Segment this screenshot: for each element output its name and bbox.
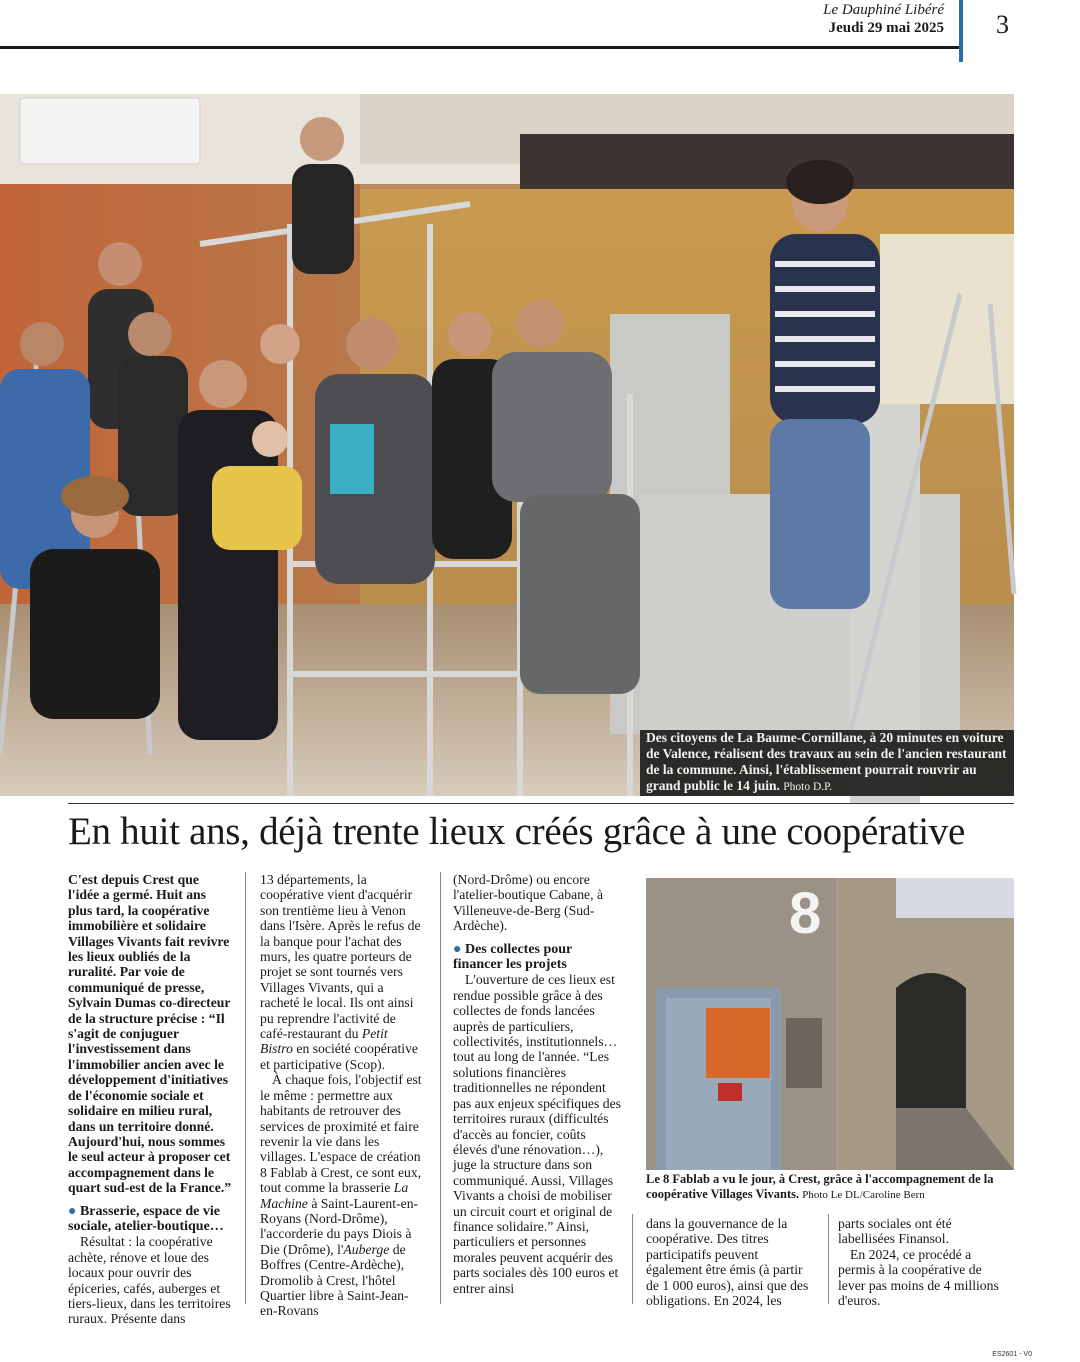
col5-paragraph-2: En 2024, ce procédé a permis à la coopérative de lever pas moins de 4 millions d'euros. [838,1246,999,1309]
article-lead: C'est depuis Crest que l'idée a germé. Huit ans plus tard, la coopérative immobilière et solidaire Villages Vivants fait revivre les lieux oubliés de la ruralité. Par voie de communiqué de presse, Sylvain Dumas co-directeur de la structure précise : “Il s'agit de conjuguer l'investissement dans l'immobilier ancien avec le développement d'initiatives de l'économie sociale et solidaire en milieu rural, dans un territoire donné. Aujourd'hui, nous sommes le seul acteur à proposer cet accompagnement dans le quart sud-est de la France.” [68,872,232,1196]
main-photo-illustration [0,94,1014,796]
main-photo [0,94,1014,796]
main-photo-caption-text: Des citoyens de La Baume-Cornillane, à 20 minutes en voiture de Valence, réalisent des travaux au sein de l'ancien restaurant de la commune. Ainsi, l'établissement pourrait rouvrir au grand public le 14 juin. [646,730,1007,793]
article-column-4 [646,1216,816,1309]
col2-p2-text-a: À chaque fois, l'objectif est le même : permettre aux habitants de retrouver des services de proximité et faire revenir la vie dans les villages. L'espace de création 8 Fablab à Crest, ce sont eux, tout comme la brasserie [260,1072,422,1196]
header-rule [0,46,960,49]
column-divider [245,872,246,1304]
header-accent-bar [959,0,963,62]
subhead-brasserie [68,1204,232,1235]
fablab-photo-credit: Photo Le DL/Caroline Bern [802,1189,925,1201]
main-photo-credit: Photo D.P. [783,781,833,793]
fablab-photo-caption [646,1172,1014,1203]
bullet-dot-icon: ● [453,941,465,957]
fablab-photo-illustration [646,878,1014,1170]
publication-name: Le Dauphiné Libéré [823,2,944,18]
article-column-3 [453,872,623,1312]
col2-p2-italic-2: Auberge [343,1241,390,1257]
col4-paragraph-1: dans la gouvernance de la coopérative. Des titres participatifs peuvent également être émis (à partir de 1 000 euros), ainsi que des obligations. En 2024, les [646,1216,809,1309]
col3-paragraph-2: L'ouverture de ces lieux est rendue possible grâce à des collectes de fonds lancées auprès de particuliers, collectivités, institutionnels… tout au long de l'année. “Les solutions financières traditionnelles ne répondent pas aux enjeux spécifiques des territoires ruraux (difficultés d'accès au foncier, coûts élevés d'une rénovation…), juge la structure dans son communiqué. Aussi, Villages Vivants a choisi de mobiliser un circuit court et original de finance solidaire.” Ainsi, particuliers et personnes morales peuvent acquérir des parts sociales dès 100 euros et entrer ainsi [453,972,621,1296]
column-divider [828,1214,829,1304]
col3-paragraph-1: (Nord-Drôme) ou encore l'atelier-boutique Cabane, à Villeneuve-de-Berg (Sud-Ardèche). [453,872,604,934]
column-divider [632,1214,633,1304]
footer-code: ES2601 - V0 [992,1351,1032,1358]
main-photo-caption [640,730,1014,796]
col2-p2-text-c: de Boffres (Centre-Ardèche), Dromolib à Crest, l'hôtel Quartier libre à Saint-Jean-en-Rovans [260,1241,409,1319]
fablab-caption-text: Le 8 Fablab a vu le jour, à Crest, grâce à l'accompagnement de la coopérative Villages Vivants. [646,1172,994,1201]
col2-p1-text-b: en société coopérative et participative (Scop). [260,1041,418,1072]
fablab-photo [646,878,1014,1170]
col2-p2-text-b: à Saint-Laurent-en-Royans (Nord-Drôme), l'accorderie du pays Diois à Die (Drôme), l' [260,1195,419,1257]
col2-paragraph-2 [260,1072,424,1319]
col1-body: Résultat : la coopérative achète, rénove et loue des locaux pour ouvrir des épiceries, cafés, auberges et tiers-lieux, dans les territoires ruraux. Présente dans [68,1234,231,1327]
article-column-5 [838,1216,1008,1312]
column-divider [440,872,441,1304]
article-column-1 [68,872,232,1327]
fablab-sign-number: 8 [789,881,822,946]
article-headline: En huit ans, déjà trente lieux créés grâce à une coopérative [68,810,965,853]
col2-paragraph-1 [260,872,424,1072]
subhead-collectes [453,942,623,973]
article-column-2 [260,872,424,1319]
headline-rule [68,803,1014,804]
col2-p1-italic: Petit Bistro [260,1026,388,1057]
issue-date: Jeudi 29 mai 2025 [828,20,944,36]
subhead-brasserie-text: Brasserie, espace de vie sociale, atelier-boutique… [68,1203,224,1234]
subhead-collectes-text: Des collectes pour financer les projets [453,941,573,973]
page-number: 3 [996,10,1009,39]
col5-paragraph-1: parts sociales ont été labellisées Finansol. [838,1216,952,1247]
col2-p1-text-a: 13 départements, la coopérative vient d'acquérir son trentième lieu à Venon dans l'Isère. Après le refus de la banque pour l'achat des murs, les quatre porteurs de projet se sont tournés vers Villages Vivants, qui a racheté le local. Ils ont ainsi pu reprendre l'activité de café-restaurant du [260,872,421,1042]
bullet-dot-icon: ● [68,1203,80,1219]
col2-p2-italic-1: La Machine [260,1180,409,1211]
